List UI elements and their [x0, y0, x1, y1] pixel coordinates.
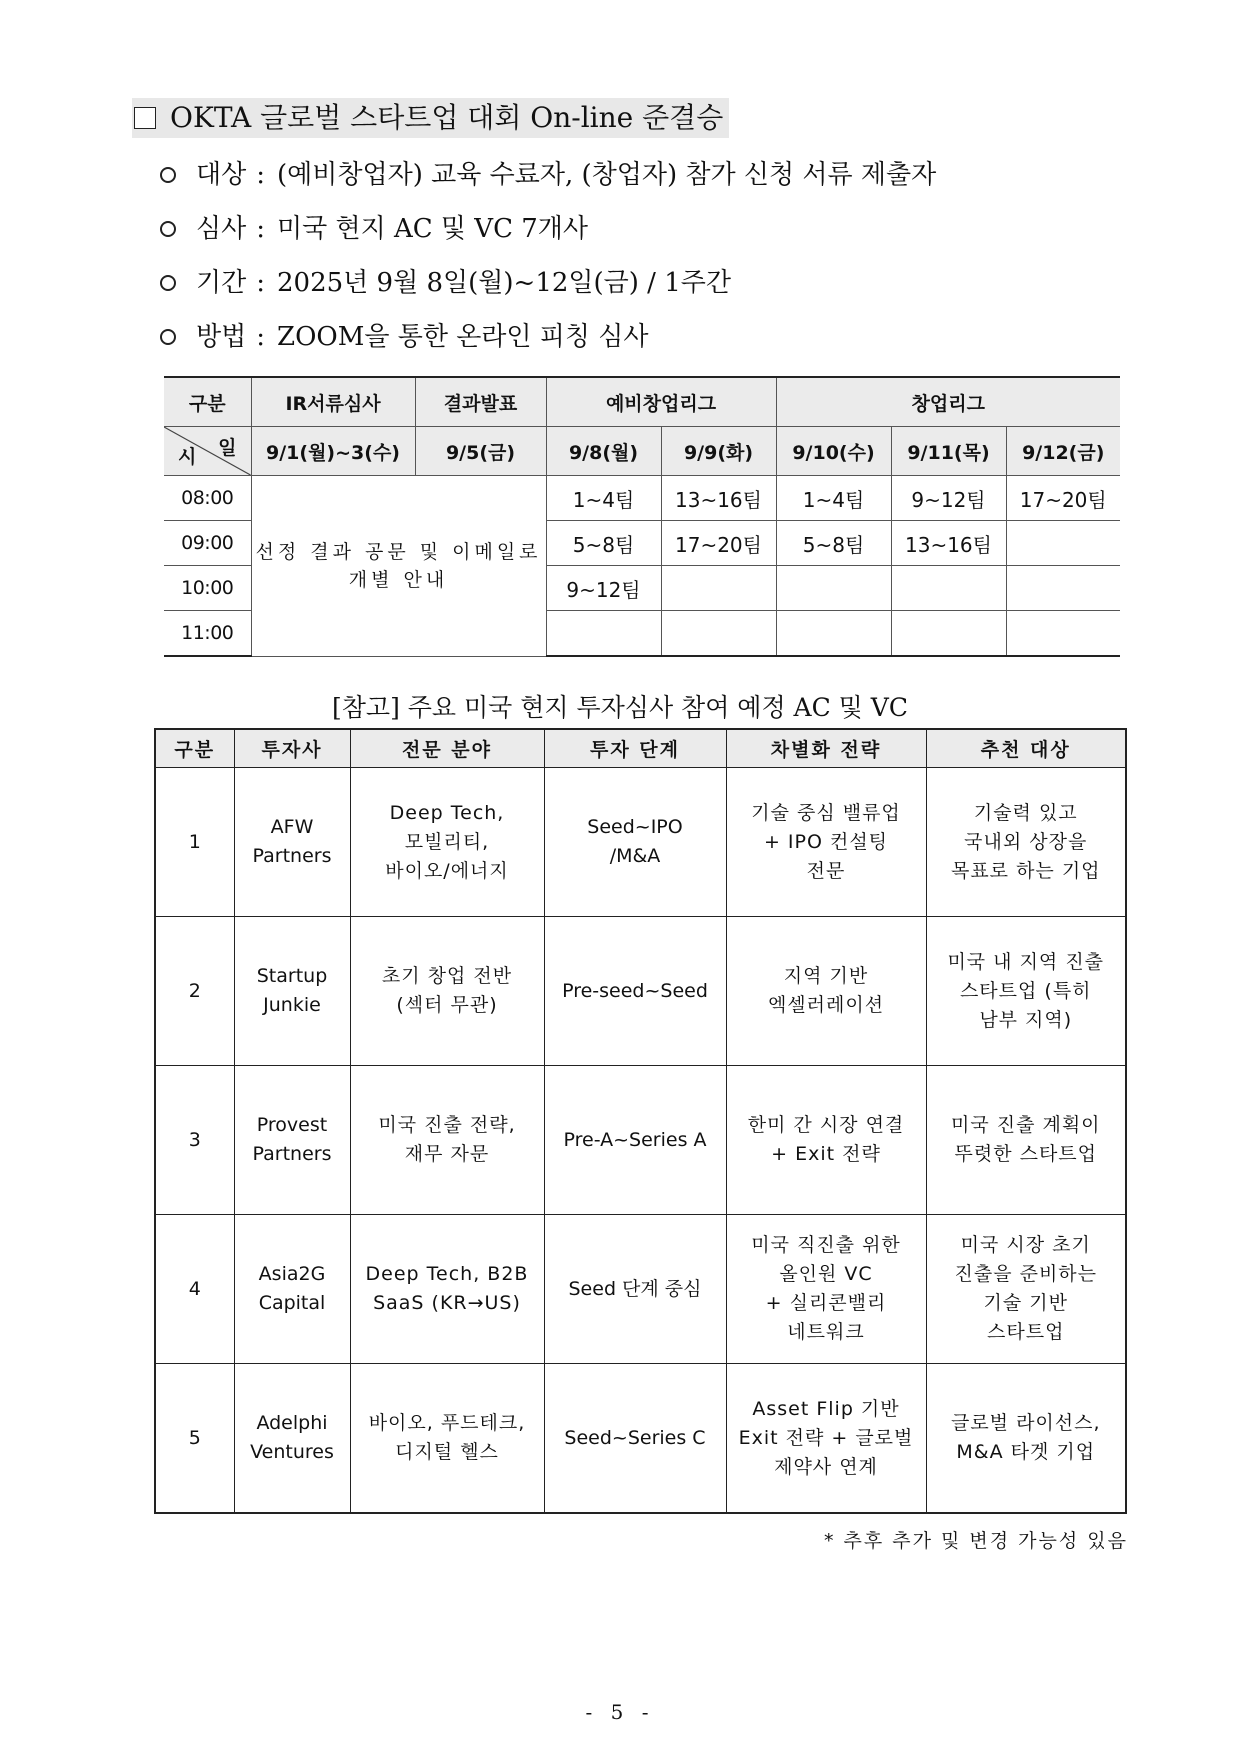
differentiation-strategy: 미국 직진출 위한 올인원 VC + 실리콘밸리 네트워크	[726, 1215, 926, 1364]
bullet-separator: :	[256, 160, 265, 190]
date-cell: 9/5(금)	[415, 427, 546, 476]
bullet-value: 2025년 9월 8일(월)~12일(금) / 1주간	[277, 268, 731, 298]
team-cell	[1006, 521, 1120, 566]
team-cell	[1006, 566, 1120, 611]
investor-name: AFW Partners	[234, 768, 350, 917]
table-row	[155, 1364, 1126, 1514]
corner-time-label: 시	[178, 446, 197, 468]
team-cell	[661, 611, 776, 657]
time-cell: 08:00	[164, 476, 251, 521]
date-cell: 9/10(수)	[776, 427, 891, 476]
specialty-field: 초기 창업 전반 (섹터 무관)	[350, 917, 544, 1066]
checkbox-square-icon	[134, 107, 156, 129]
team-cell	[891, 611, 1006, 657]
footnote: * 추후 추가 및 변경 가능성 있음	[824, 1530, 1128, 1552]
investor-header: 투자 단계	[544, 729, 726, 768]
team-cell: 13~16팀	[661, 476, 776, 521]
recommended-target: 미국 진출 계획이 뚜렷한 스타트업	[926, 1066, 1126, 1215]
table-row	[155, 768, 1126, 917]
time-cell: 10:00	[164, 566, 251, 611]
bullet-item	[160, 148, 936, 202]
investment-stage: Pre-A~Series A	[544, 1066, 726, 1215]
investment-stage: Seed~IPO /M&A	[544, 768, 726, 917]
schedule-table	[164, 376, 1120, 657]
date-cell: 9/11(목)	[891, 427, 1006, 476]
row-number: 1	[155, 768, 234, 917]
specialty-field: Deep Tech, 모빌리티, 바이오/에너지	[350, 768, 544, 917]
date-cell: 9/8(월)	[546, 427, 661, 476]
investor-name: Startup Junkie	[234, 917, 350, 1066]
team-cell: 17~20팀	[661, 521, 776, 566]
team-cell: 17~20팀	[1006, 476, 1120, 521]
team-cell: 5~8팀	[776, 521, 891, 566]
header-pre-league: 예비창업리그	[546, 377, 776, 427]
header-league: 창업리그	[776, 377, 1120, 427]
investor-table	[154, 728, 1127, 1514]
bullet-value: ZOOM을 통한 온라인 피칭 심사	[277, 322, 649, 352]
investor-name: Asia2G Capital	[234, 1215, 350, 1364]
corner-day-label: 일	[218, 437, 237, 459]
circle-bullet-icon	[160, 275, 176, 291]
investment-stage: Seed~Series C	[544, 1364, 726, 1514]
recommended-target: 미국 시장 초기 진출을 준비하는 기술 기반 스타트업	[926, 1215, 1126, 1364]
row-number: 3	[155, 1066, 234, 1215]
time-cell: 09:00	[164, 521, 251, 566]
team-cell	[661, 566, 776, 611]
circle-bullet-icon	[160, 329, 176, 345]
bullet-item	[160, 256, 936, 310]
team-cell	[891, 566, 1006, 611]
investor-name: Adelphi Ventures	[234, 1364, 350, 1514]
team-cell	[546, 611, 661, 657]
row-number: 4	[155, 1215, 234, 1364]
investor-header: 구분	[155, 729, 234, 768]
differentiation-strategy: Asset Flip 기반 Exit 전략 + 글로벌 제약사 연계	[726, 1364, 926, 1514]
team-cell: 9~12팀	[546, 566, 661, 611]
bullet-key: 심사	[196, 214, 247, 244]
differentiation-strategy: 한미 간 시장 연결 + Exit 전략	[726, 1066, 926, 1215]
team-cell: 1~4팀	[776, 476, 891, 521]
time-cell: 11:00	[164, 611, 251, 657]
section-title	[132, 98, 729, 138]
header-result: 결과발표	[415, 377, 546, 427]
header-category: 구분	[164, 377, 251, 427]
date-cell: 9/12(금)	[1006, 427, 1120, 476]
investor-name: Provest Partners	[234, 1066, 350, 1215]
date-cell: 9/9(화)	[661, 427, 776, 476]
team-cell	[1006, 611, 1120, 657]
circle-bullet-icon	[160, 221, 176, 237]
diagonal-line	[164, 427, 251, 475]
team-cell	[776, 566, 891, 611]
section-title-text: OKTA 글로벌 스타트업 대회 On-line 준결승	[170, 101, 724, 134]
bullet-list	[160, 148, 936, 364]
page-number: - 5 -	[585, 1700, 655, 1724]
team-cell: 1~4팀	[546, 476, 661, 521]
table-row	[155, 1215, 1126, 1364]
investment-stage: Pre-seed~Seed	[544, 917, 726, 1066]
bullet-key: 기간	[196, 268, 247, 298]
specialty-field: Deep Tech, B2B SaaS (KR→US)	[350, 1215, 544, 1364]
team-cell: 9~12팀	[891, 476, 1006, 521]
bullet-item	[160, 310, 936, 364]
bullet-separator: :	[256, 322, 265, 352]
specialty-field: 미국 진출 전략, 재무 자문	[350, 1066, 544, 1215]
notice-cell: 선정 결과 공문 및 이메일로 개별 안내	[251, 476, 546, 657]
bullet-item	[160, 202, 936, 256]
recommended-target: 글로벌 라이선스, M&A 타겟 기업	[926, 1364, 1126, 1514]
row-number: 5	[155, 1364, 234, 1514]
investment-stage: Seed 단계 중심	[544, 1215, 726, 1364]
table-row	[155, 1066, 1126, 1215]
investor-header: 전문 분야	[350, 729, 544, 768]
recommended-target: 미국 내 지역 진출 스타트업 (특히 남부 지역)	[926, 917, 1126, 1066]
corner-cell	[164, 427, 251, 476]
bullet-separator: :	[256, 214, 265, 244]
team-cell: 13~16팀	[891, 521, 1006, 566]
bullet-separator: :	[256, 268, 265, 298]
header-ir-review: IR서류심사	[251, 377, 415, 427]
investor-header: 차별화 전략	[726, 729, 926, 768]
circle-bullet-icon	[160, 167, 176, 183]
investor-header: 투자사	[234, 729, 350, 768]
bullet-value: 미국 현지 AC 및 VC 7개사	[277, 214, 589, 244]
bullet-key: 대상	[196, 160, 247, 190]
differentiation-strategy: 기술 중심 밸류업 + IPO 컨설팅 전문	[726, 768, 926, 917]
bullet-key: 방법	[196, 322, 247, 352]
team-cell: 5~8팀	[546, 521, 661, 566]
team-cell	[776, 611, 891, 657]
date-cell: 9/1(월)~3(수)	[251, 427, 415, 476]
reference-caption: [참고] 주요 미국 현지 투자심사 참여 예정 AC 및 VC	[332, 693, 908, 722]
specialty-field: 바이오, 푸드테크, 디지털 헬스	[350, 1364, 544, 1514]
differentiation-strategy: 지역 기반 엑셀러레이션	[726, 917, 926, 1066]
investor-header: 추천 대상	[926, 729, 1126, 768]
bullet-value: (예비창업자) 교육 수료자, (창업자) 참가 신청 서류 제출자	[277, 160, 937, 190]
table-row	[164, 476, 1120, 521]
row-number: 2	[155, 917, 234, 1066]
recommended-target: 기술력 있고 국내외 상장을 목표로 하는 기업	[926, 768, 1126, 917]
table-row	[155, 917, 1126, 1066]
